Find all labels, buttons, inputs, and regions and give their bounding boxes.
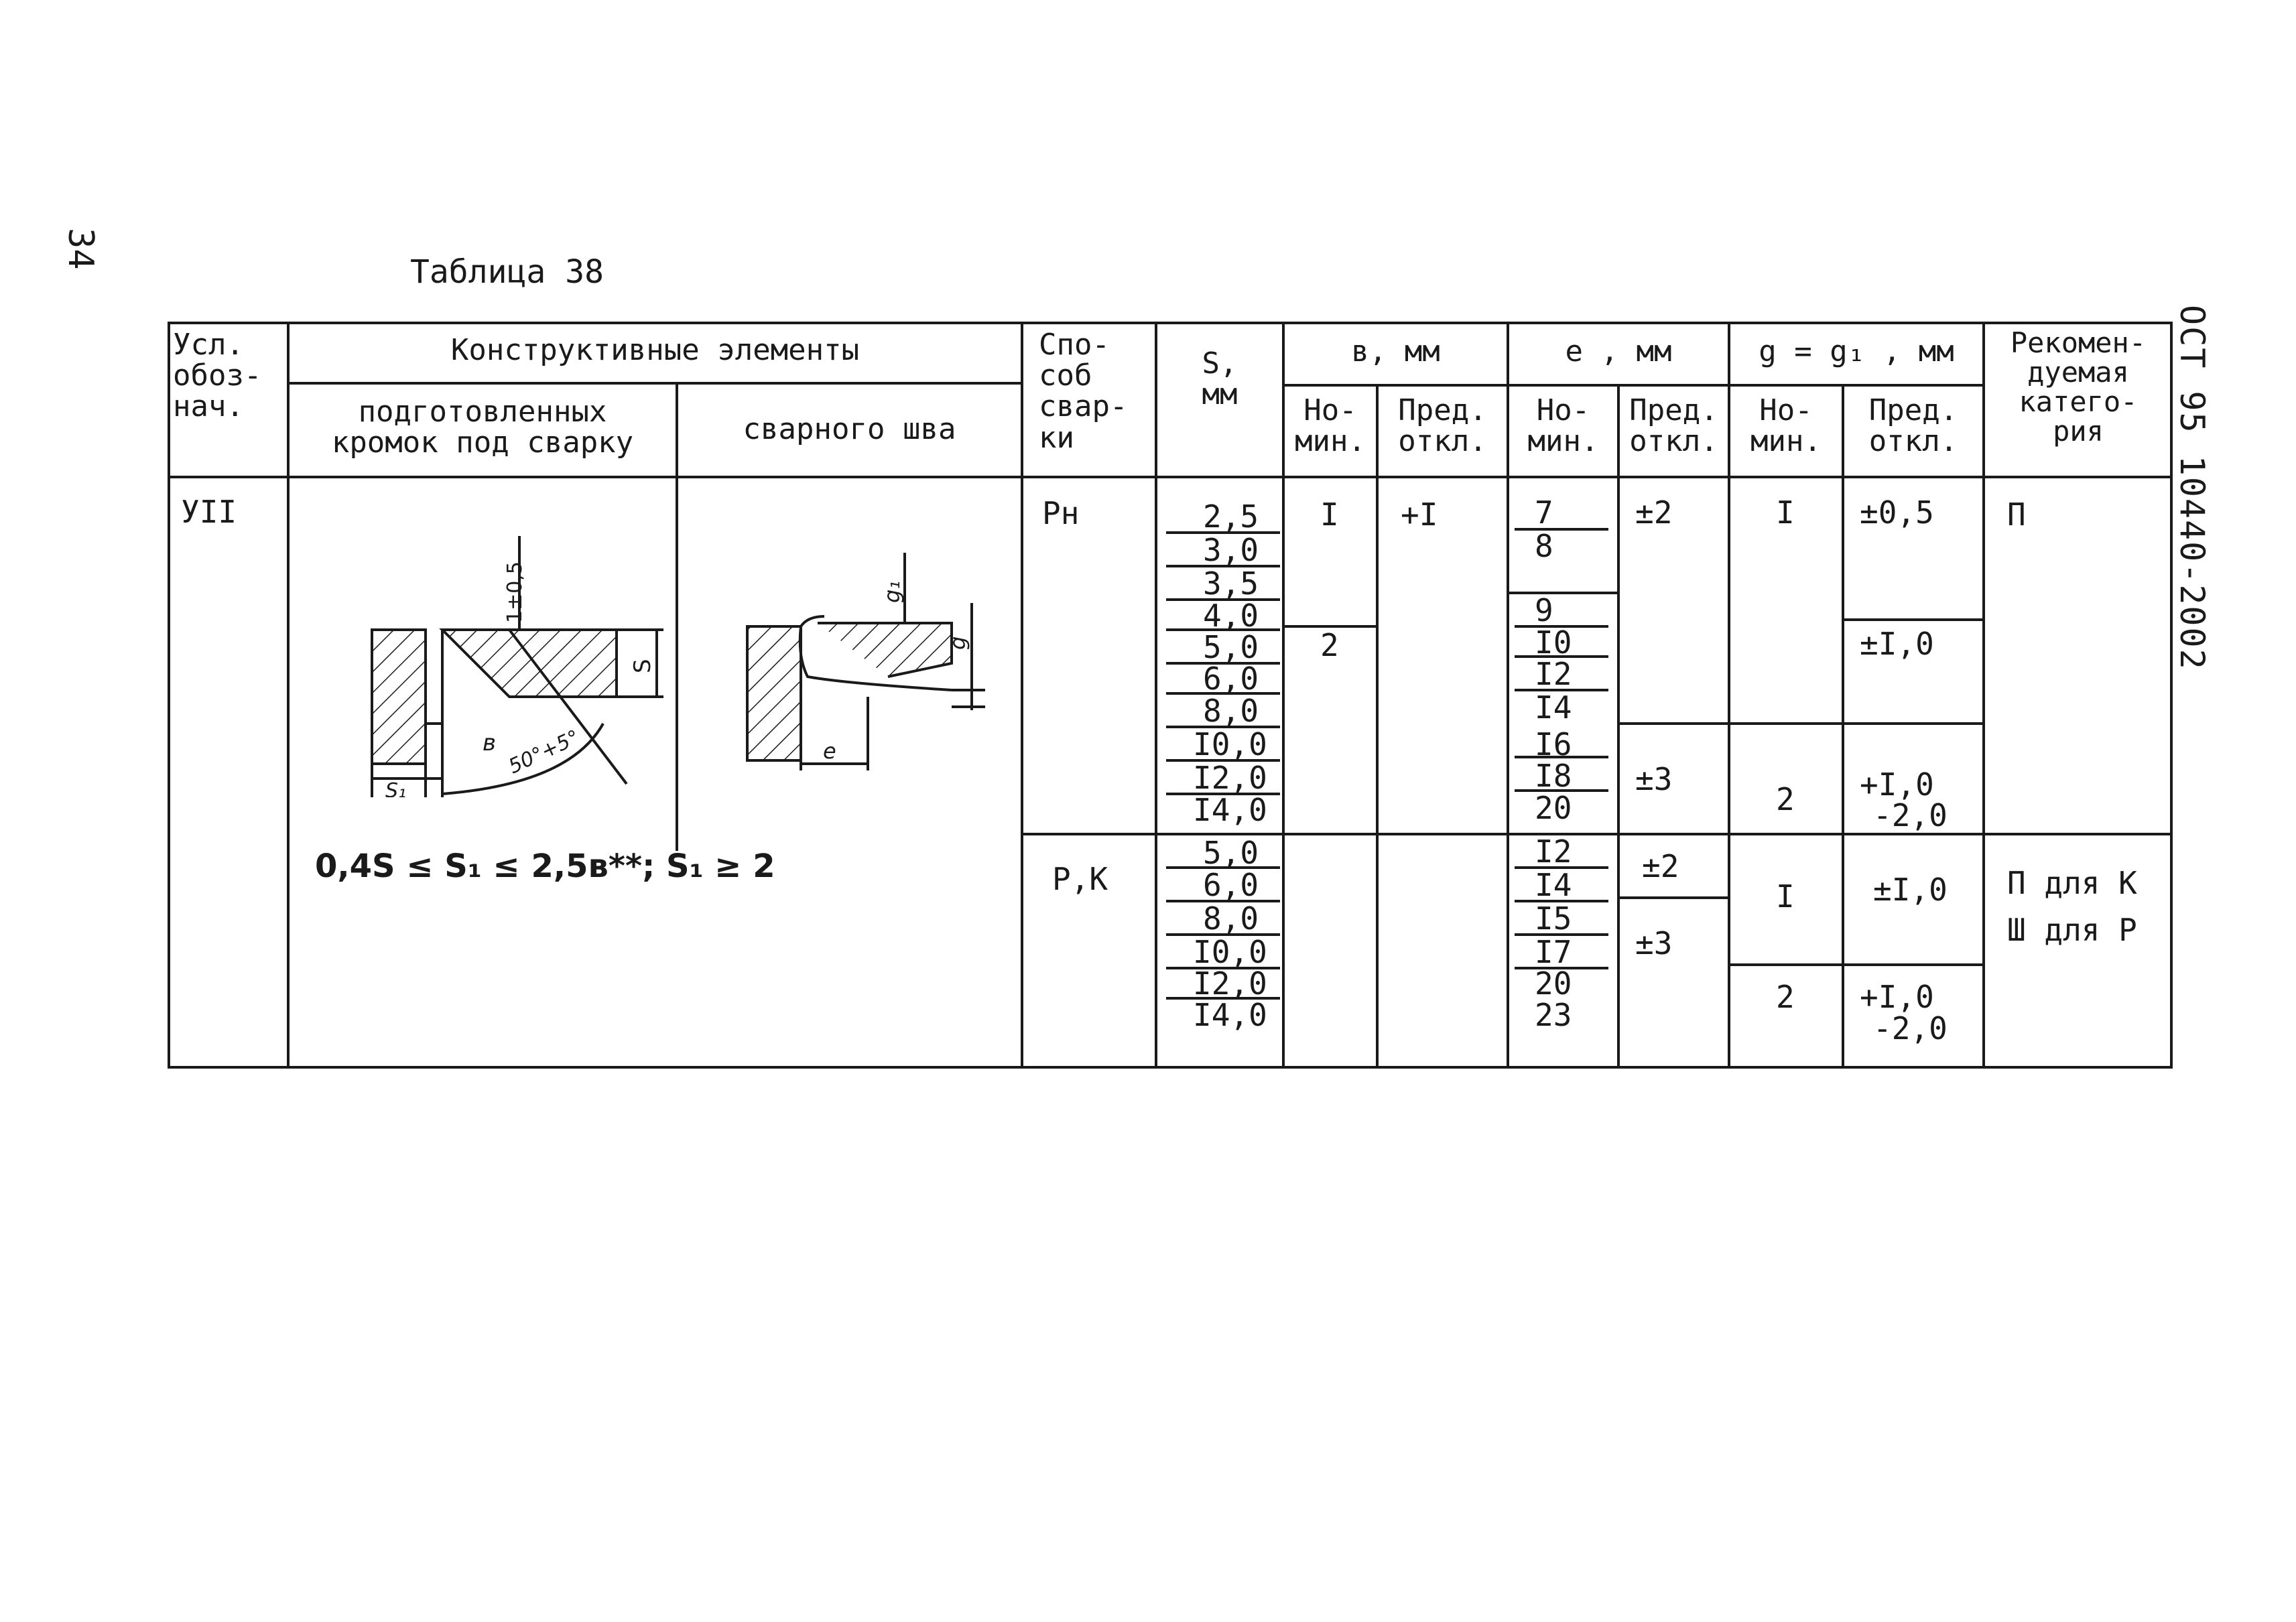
e-nominal: I2 — [1535, 833, 1572, 870]
e-nominal: I4 — [1535, 689, 1572, 726]
label-gap-tolerance: 1±0,5 — [503, 561, 527, 623]
label-s1: S₁ — [385, 779, 407, 797]
s-value: I0,0 — [1193, 726, 1267, 762]
header-g: g = g₁ , мм — [1759, 334, 1954, 368]
header-g-deviation: Пред. откл. — [1868, 393, 1958, 459]
e-deviation: ±3 — [1635, 761, 1673, 797]
e-deviation: ±2 — [1635, 494, 1673, 531]
s-value: 6,0 — [1203, 867, 1259, 903]
g-deviation: +I,0 — [1860, 766, 1934, 803]
header-b: в, мм — [1351, 334, 1440, 368]
e-nominal: I0 — [1535, 624, 1572, 661]
weld-table — [168, 322, 2173, 1069]
header-constructive: Конструктивные элементы — [450, 333, 860, 367]
e-nominal: 9 — [1535, 592, 1553, 628]
e-nominal: 20 — [1535, 965, 1572, 1002]
label-g1: g₁ — [879, 580, 905, 603]
s-value: 3,5 — [1203, 565, 1259, 602]
group1-method: Рн — [1042, 495, 1080, 531]
e-nominal: 23 — [1535, 997, 1572, 1033]
s-value: I4,0 — [1193, 792, 1267, 828]
e-nominal: I6 — [1535, 726, 1572, 762]
g-nominal: I — [1776, 494, 1795, 531]
e-nominal: I5 — [1535, 900, 1572, 937]
category: Ш для Р — [2007, 912, 2137, 948]
s-value: I4,0 — [1193, 997, 1267, 1033]
weld-drawing — [744, 549, 999, 770]
row-designation: УII — [181, 494, 237, 530]
b-nominal: 2 — [1320, 627, 1339, 663]
header-designation: Усл. обоз- нач. — [173, 328, 262, 424]
header-s: S, мм — [1202, 346, 1238, 412]
s-value: 6,0 — [1203, 661, 1259, 697]
header-e-deviation: Пред. откл. — [1629, 393, 1718, 459]
label-b: в — [483, 730, 497, 756]
header-g-nominal: Но- мин. — [1750, 393, 1822, 459]
header-category: Рекомен- дуемая катего- рия — [2010, 326, 2147, 448]
g-deviation: -2,0 — [1873, 797, 1948, 833]
label-g: g — [945, 636, 970, 650]
header-method: Спо- соб свар- ки — [1039, 328, 1128, 455]
label-angle: 50°+5° — [505, 726, 584, 779]
g-nominal: 2 — [1776, 781, 1795, 817]
b-nominal: I — [1320, 496, 1339, 533]
label-e: е — [823, 738, 836, 764]
standard-code: ОСТ 95 10440-2002 — [2173, 305, 2212, 671]
e-nominal: 8 — [1535, 528, 1553, 564]
g-nominal: 2 — [1776, 979, 1795, 1015]
header-e: е , мм — [1565, 334, 1672, 368]
b-deviation: +I — [1401, 496, 1438, 533]
s-value: I0,0 — [1193, 934, 1267, 970]
s-value: 5,0 — [1203, 629, 1259, 665]
e-nominal: 20 — [1535, 790, 1572, 826]
s-value: 4,0 — [1203, 598, 1259, 634]
header-weld: сварного шва — [743, 412, 956, 446]
s-value: I2,0 — [1193, 965, 1267, 1002]
s-value: 8,0 — [1203, 693, 1259, 729]
s-value: 3,0 — [1203, 532, 1259, 568]
g-deviation: ±0,5 — [1860, 494, 1934, 531]
header-b-deviation: Пред. откл. — [1398, 393, 1487, 459]
e-nominal: I7 — [1535, 934, 1572, 970]
g-deviation: -2,0 — [1873, 1010, 1948, 1046]
header-e-nominal: Но- мин. — [1527, 393, 1599, 459]
group2-method: Р,К — [1052, 861, 1108, 897]
e-nominal: 7 — [1535, 494, 1553, 531]
s-value: I2,0 — [1193, 760, 1267, 796]
row-formula: 0,4S ≤ S₁ ≤ 2,5в**; S₁ ≥ 2 — [315, 848, 775, 885]
prepared-edge-drawing — [369, 529, 663, 797]
g-nominal: I — [1776, 878, 1795, 915]
s-value: 8,0 — [1203, 900, 1259, 937]
category: П — [2007, 496, 2026, 533]
header-prepared-edges: подготовленных кромок под сварку — [331, 395, 634, 460]
e-deviation: ±2 — [1642, 848, 1679, 884]
category: П для К — [2007, 865, 2137, 901]
e-nominal: I4 — [1535, 867, 1572, 903]
header-b-nominal: Но- мин. — [1295, 393, 1366, 459]
e-deviation: ±3 — [1635, 925, 1673, 961]
page-number: 34 — [60, 228, 101, 270]
e-nominal: I2 — [1535, 656, 1572, 692]
s-value: 2,5 — [1203, 498, 1259, 535]
e-nominal: I8 — [1535, 758, 1572, 794]
g-deviation: ±I,0 — [1860, 626, 1934, 662]
label-s: S — [629, 659, 656, 673]
g-deviation: +I,0 — [1860, 979, 1934, 1015]
s-value: 5,0 — [1203, 835, 1259, 871]
g-deviation: ±I,0 — [1873, 872, 1948, 908]
table-caption: Таблица 38 — [410, 253, 604, 291]
